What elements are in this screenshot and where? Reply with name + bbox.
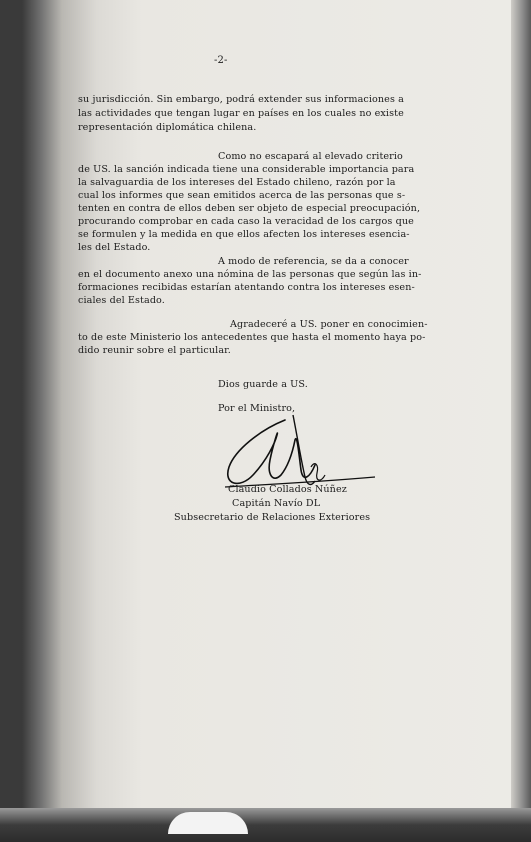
p4-line-3: dido reunir sobre el particular. (78, 345, 231, 356)
p2-line-2: de US. la sanción indicada tiene una considerable importancia para (78, 164, 415, 175)
p3-line-3: formaciones recibidas estarían atentando contra los intereses esen- (78, 282, 415, 293)
p2-line-7: se formulen y la medida en que ellos afecten los intereses esencia- (78, 229, 410, 240)
scan-bottom-edge (0, 808, 531, 842)
p2-line-8: les del Estado. (78, 242, 151, 253)
p3-line-1: A modo de referencia, se da a conocer (218, 256, 409, 267)
p1-line-1: su jurisdicción. Sin embargo, podrá extender sus informaciones a (78, 94, 404, 105)
p4-line-1: Agradeceré a US. poner en conocimien- (230, 319, 428, 330)
signatory-title: Subsecretario de Relaciones Exteriores (174, 512, 371, 523)
page-right-edge (511, 0, 531, 842)
p3-line-2: en el documento anexo una nómina de las personas que según las in- (78, 269, 422, 280)
p2-line-1: Como no escapará al elevado criterio (218, 151, 403, 162)
p2-line-4: cual los informes que sean emitidos acerca de las personas que s- (78, 190, 406, 201)
closing-greeting: Dios guarde a US. (218, 379, 308, 390)
signatory-name: Claudio Collados Núñez (228, 484, 347, 495)
p1-line-3: representación diplomática chilena. (78, 122, 257, 133)
p2-line-3: la salvaguardia de los intereses del Estado chileno, razón por la (78, 177, 396, 188)
binder-tab (168, 812, 248, 834)
p2-line-6: procurando comprobar en cada caso la veracidad de los cargos que (78, 216, 414, 227)
closing-por-el-ministro: Por el Ministro, (218, 403, 296, 414)
page-number: -2- (214, 55, 228, 66)
p3-line-4: ciales del Estado. (78, 295, 165, 306)
signatory-rank: Capitán Navío DL (232, 498, 321, 509)
p2-line-5: tenten en contra de ellos deben ser objeto de especial preocupación, (78, 203, 421, 214)
p4-line-2: to de este Ministerio los antecedentes que hasta el momento haya po- (78, 332, 426, 343)
p1-line-2: las actividades que tengan lugar en países en los cuales no existe (78, 108, 404, 119)
